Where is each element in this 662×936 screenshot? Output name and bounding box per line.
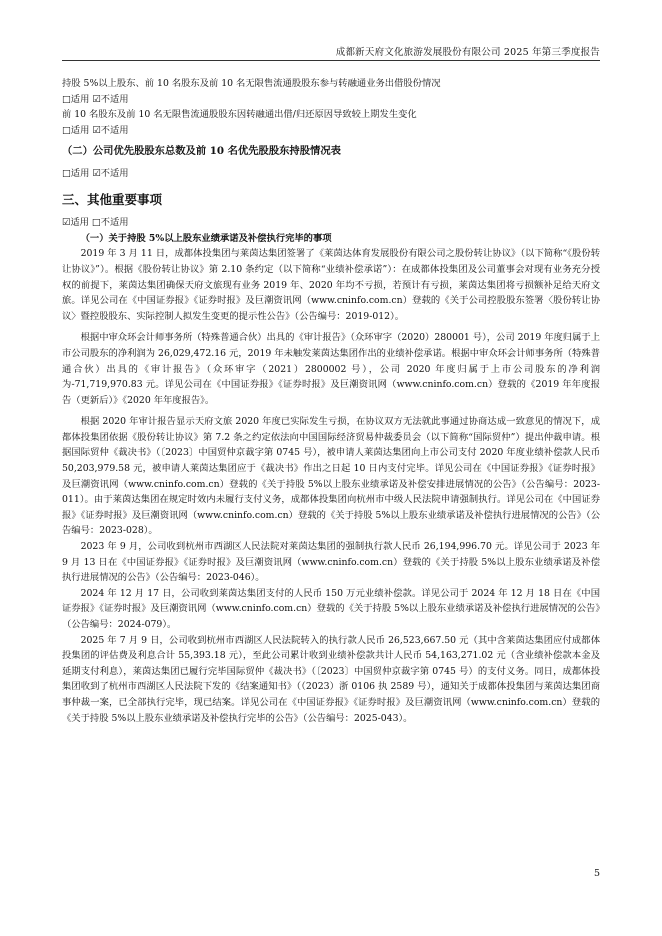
report-header: 成都新天府文化旅游发展股份有限公司 2025 年第三季度报告 xyxy=(335,47,600,58)
paragraph-1: 2019 年 3 月 11 日，成都体投集团与莱茵达集团签署了《莱茵达体育发展股份有限公司之股份转让协议》（以下简称“《股份转让协议》”）。根据《股份转让协议》第 2.10 条约定（以下简称“业绩补偿承诺”）：在成都体投集团及公司董事会对现有业务充分授权的前提下，莱茵达集团确保天府文旅现有业务 2019 年、2020 年均不亏损，若预计有亏损，莱茵达集团将亏损额补足给天府文旅。详见公司在《中国证券报》《证券时报》及巨潮资讯网（www.cninfo.com.cn）登载的《关于公司控股股东签署〈股份转让协议〉暨控股股东、实际控制人拟发生变更的提示性公告》（公告编号：2019-012）。 xyxy=(62,248,600,322)
document-body xyxy=(62,76,600,726)
change-checkbox: □适用 ☑不适用 xyxy=(62,124,129,136)
section2-title: （二）公司优先股股东总数及前 10 名优先股股东持股情况表 xyxy=(62,145,341,158)
section3-checkbox: ☑适用 □不适用 xyxy=(62,217,129,229)
header-divider xyxy=(62,60,600,61)
paragraph-3: 根据 2020 年审计报告显示天府文旅 2020 年度已实际发生亏损，在协议双方无法就此事通过协商达成一致意见的情况下，成都体投集团依据《股份转让协议》第 7.2 条之约定依法向中国国际经济贸易仲裁委员会（以下简称“国际贸仲”）提出仲裁申请。根据国际贸仲《裁决书》（〔2023〕中国贸仲京裁字第 0745 号），被申请人莱茵达集团向上市公司支付 2020 年度业绩补偿款人民币 50,203,979.58 元，被申请人莱茵达集团应于《裁决书》作出之日起 10 日内支付完毕。详见公司在《中国证券报》《证券时报》及巨潮资讯网（www.cninfo.com.cn）登载的《关于持股 5%以上股东业绩承诺及补偿安排进展情况的公告》（公告编号：2023-011）。由于莱茵达集团在规定时效内未履行支付义务，成都体投集团向杭州市中级人民法院申请强制执行。详见公司在《中国证券报》《证券时报》及巨潮资讯网（www.cninfo.com.cn）登载的《关于持股 5%以上股东业绩承诺及补偿执行进展情况的公告》（公告编号：2023-028）。 xyxy=(62,416,600,537)
section2-checkbox: □适用 ☑不适用 xyxy=(62,167,129,179)
paragraph-2: 根据中审众环会计师事务所（特殊普通合伙）出具的《审计报告》（众环审字（2020）280001 号），公司 2019 年度归属于上市公司股东的净利润为 26,029,472.16 元，2019 年未触发莱茵达集团作出的业绩补偿承诺。根据中审众环会计师事务所（特殊普通合伙）出具的《审计报告》（众环审字（2021）2800002 号），公司 2020 年度归属于上市公司股东的净利润为-71,719,970.83 元。详见公司在《中国证券报》《证券时报》及巨潮资讯网（www.cninfo.com.cn）登载的《2019 年年度报告（更新后）》《2020 年年度报告》。 xyxy=(62,332,600,406)
sub1-title: （一）关于持股 5%以上股东业绩承诺及补偿执行完毕的事项 xyxy=(80,232,332,244)
section3-title: 三、其他重要事项 xyxy=(62,191,163,207)
change-line: 前 10 名股东及前 10 名无限售流通股股东因转融通出借/归还原因导致较上期发生变化 xyxy=(62,109,417,121)
page-number: 5 xyxy=(593,868,600,879)
paragraph-4: 2023 年 9 月，公司收到杭州市西湖区人民法院对莱茵达集团的强制执行款人民币 26,194,996.70 元。详见公司于 2023 年 9 月 13 日在《中国证券报》《证券时报》及巨潮资讯网（www.cninfo.com.cn）登载的《关于持股 5%以上股东业绩承诺及补偿执行进展情况的公告》（公告编号：2023-046）。 xyxy=(62,541,600,584)
paragraph-5: 2024 年 12 月 17 日，公司收到莱茵达集团支付的人民币 150 万元业绩补偿款。详见公司于 2024 年 12 月 18 日在《中国证券报》《证券时报》及巨潮资讯网（www.cninfo.com.cn）登载的《关于持股 5%以上股东业绩承诺及补偿执行进展情况的公告》（公告编号：2024-079）。 xyxy=(62,587,600,630)
paragraph-6: 2025 年 7 月 9 日，公司收到杭州市西湖区人民法院转入的执行款人民币 26,523,667.50 元（其中含莱茵达集团应付成都体投集团的评估费及利息合计 55,393.18 元），至此公司累计收到业绩补偿款共计人民币 54,163,271.02 元（含业绩补偿款本金及延期支付利息），莱茵达集团已履行完毕国际贸仲《裁决书》（〔2023〕中国贸仲京裁字第 0745 号）的支付义务。同日，成都体投集团收到了杭州市西湖区人民法院下发的《结案通知书》（（2023）浙 0106 执 2589 号），通知关于成都体投集团与莱茵达集团商事仲裁一案，已全部执行完毕，现已结案。详见公司在《中国证券报》《证券时报》及巨潮资讯网（www.cninfo.com.cn）登载的《关于持股 5%以上股东业绩承诺及补偿执行完毕的公告》（公告编号：2025-043）。 xyxy=(62,634,600,724)
pledge-checkbox: □适用 ☑不适用 xyxy=(62,93,129,105)
pledge-line: 持股 5%以上股东、前 10 名股东及前 10 名无限售流通股股东参与转融通业务出借股份情况 xyxy=(62,78,441,89)
